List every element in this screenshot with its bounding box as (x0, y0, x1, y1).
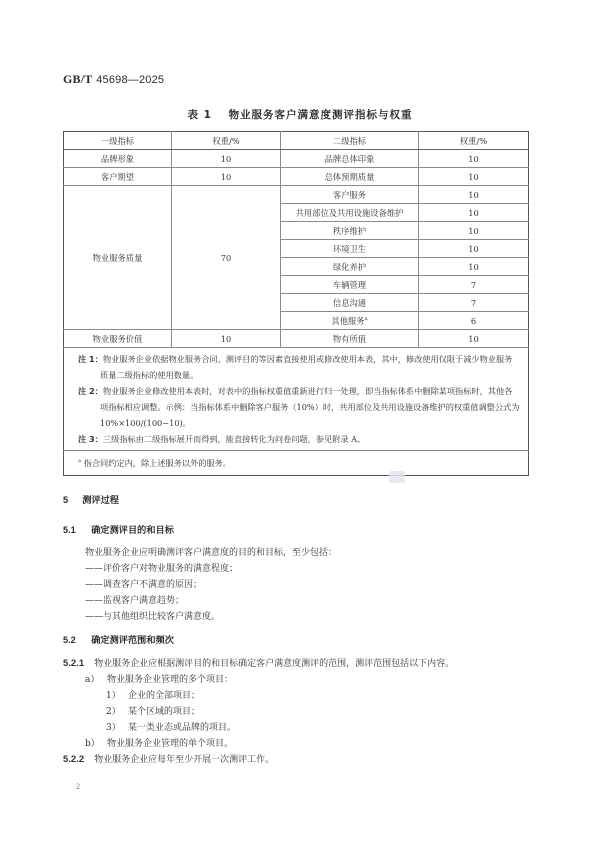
column-header: 权重/% (172, 132, 281, 150)
footnote-mark: a (364, 315, 368, 322)
note-text: 物业服务企业修改使用本表时，对表中的指标权重值重新进行归一处理，即当指标体系中删除某项指标时，其他各项指标相应调整。示例：当指标体系中删除客户服务（10%）时，共用部位及共用设施设备维护的权重值调整公式为 10%×100/(100−10)。 (100, 386, 520, 428)
section-number: 5.2 (63, 635, 76, 645)
list-mark: b） (85, 739, 100, 749)
secondary-indicator: 环境卫生 (281, 240, 419, 258)
note-label: 注 3： (78, 434, 103, 444)
list-item: ——评价客户对物业服务的满意程度； (85, 564, 239, 574)
table-note-2 (78, 383, 520, 431)
secondary-weight: 10 (419, 150, 529, 168)
secondary-indicator: 绿化养护 (281, 258, 419, 276)
secondary-weight: 7 (419, 294, 529, 312)
primary-indicator: 物业服务质量 (64, 186, 172, 330)
note-label: 注 1： (78, 354, 103, 364)
table-footnote (64, 451, 529, 476)
list-mark: 2） (106, 707, 121, 717)
list-item-b (85, 736, 233, 749)
column-header: 二级指标 (281, 132, 419, 150)
table-notes-row (64, 348, 529, 451)
secondary-indicator: 客户服务 (281, 186, 419, 204)
clause-5-2-1 (63, 656, 454, 669)
table-notes (64, 348, 529, 451)
secondary-indicator: 总体预期质量 (281, 168, 419, 186)
sub-item-3 (106, 720, 236, 733)
table-note-1 (78, 351, 520, 383)
column-header: 权重/% (419, 132, 529, 150)
list-text: 某一类业态或品牌的项目。 (128, 723, 237, 733)
list-text: 某个区域的项目； (128, 707, 201, 717)
secondary-indicator: 车辆管理 (281, 276, 419, 294)
secondary-weight: 10 (419, 168, 529, 186)
section-title: 确定测评目的和目标 (91, 525, 174, 536)
section-title: 确定测评范围和频次 (91, 635, 174, 646)
secondary-weight: 7 (419, 276, 529, 294)
table-header-row (64, 132, 529, 150)
clause-number: 5.2.1 (63, 658, 85, 669)
note-text: 三级指标由二级指标展开而得到，能直接转化为问卷问题，参见附录 A。 (102, 434, 366, 444)
primary-weight: 10 (172, 150, 281, 168)
list-item: ——监视客户满意趋势； (85, 596, 185, 606)
table-row (64, 150, 529, 168)
standard-number: 45698—2025 (96, 74, 165, 86)
section-number: 5.1 (63, 525, 76, 535)
secondary-indicator: 共用部位及共用设施设备维护 (281, 204, 419, 222)
section-5-1-heading (63, 522, 174, 536)
list-item: ——调查客户不满意的原因； (85, 580, 203, 590)
paragraph: 物业服务企业应明确测评客户满意度的目的和目标，至少包括： (85, 548, 338, 558)
footnote-mark: a (78, 457, 81, 464)
list-text: 物业服务企业管理的单个项目。 (107, 739, 234, 749)
secondary-indicator: 物有所值 (281, 330, 419, 348)
column-header: 一级指标 (64, 132, 172, 150)
secondary-indicator: 秩序维护 (281, 222, 419, 240)
clause-text: 物业服务企业应根据测评目的和目标确定客户满意度测评的范围，测评范围包括以下内容。 (94, 659, 455, 669)
list-mark: 1） (106, 691, 121, 701)
note-text: 物业服务企业依据物业服务合同、测评目的等因素直接使用或修改使用本表，其中，修改使用仅限于减少物业服务质量二级指标的使用数量。 (100, 354, 513, 380)
clause-number: 5.2.2 (63, 754, 85, 765)
secondary-indicator: 信息沟通 (281, 294, 419, 312)
secondary-indicator-name: 其他服务 (331, 315, 365, 326)
list-item: ——与其他组织比较客户满意度。 (85, 612, 221, 622)
list-text: 企业的全部项目； (128, 691, 201, 701)
list-text: 物业服务企业管理的多个项目： (107, 675, 234, 685)
table-row (64, 330, 529, 348)
standard-code (63, 72, 164, 87)
primary-weight: 70 (172, 186, 281, 330)
secondary-weight: 10 (419, 330, 529, 348)
primary-indicator: 品牌形象 (64, 150, 172, 168)
section-5-2-heading (63, 632, 174, 646)
secondary-weight: 10 (419, 222, 529, 240)
clause-text: 物业服务企业应每年至少开展一次测评工作。 (94, 755, 275, 765)
clause-5-2-2 (63, 752, 274, 765)
section-5-heading (63, 492, 119, 506)
table-number: 表 1 (187, 109, 212, 121)
secondary-weight: 6 (419, 312, 529, 330)
secondary-weight: 10 (419, 186, 529, 204)
page-number: 2 (76, 782, 80, 791)
secondary-weight: 10 (419, 258, 529, 276)
table-caption (0, 107, 600, 122)
section-number: 5 (63, 495, 69, 505)
table-title: 物业服务客户满意度测评指标与权重 (228, 109, 413, 121)
secondary-weight: 10 (419, 204, 529, 222)
indicator-weight-table (63, 131, 529, 476)
primary-weight: 10 (172, 330, 281, 348)
secondary-indicator (281, 312, 419, 330)
footnote-text: 指合同约定内，除上述服务以外的服务。 (83, 457, 232, 468)
list-item-a (85, 672, 233, 685)
standard-prefix: GB/T (63, 72, 93, 86)
list-mark: 3） (106, 723, 121, 733)
sub-item-1 (106, 688, 200, 701)
table-row (64, 186, 529, 204)
note-label: 注 2： (78, 386, 103, 396)
table-row (64, 168, 529, 186)
secondary-indicator: 品牌总体印象 (281, 150, 419, 168)
primary-indicator: 客户期望 (64, 168, 172, 186)
sub-item-2 (106, 704, 200, 717)
table-note-3 (78, 431, 520, 447)
secondary-weight: 10 (419, 240, 529, 258)
table-footnote-row (64, 451, 529, 476)
primary-weight: 10 (172, 168, 281, 186)
watermark-logo (389, 471, 405, 483)
list-mark: a） (85, 675, 100, 685)
section-title: 测评过程 (82, 495, 119, 506)
primary-indicator: 物业服务价值 (64, 330, 172, 348)
